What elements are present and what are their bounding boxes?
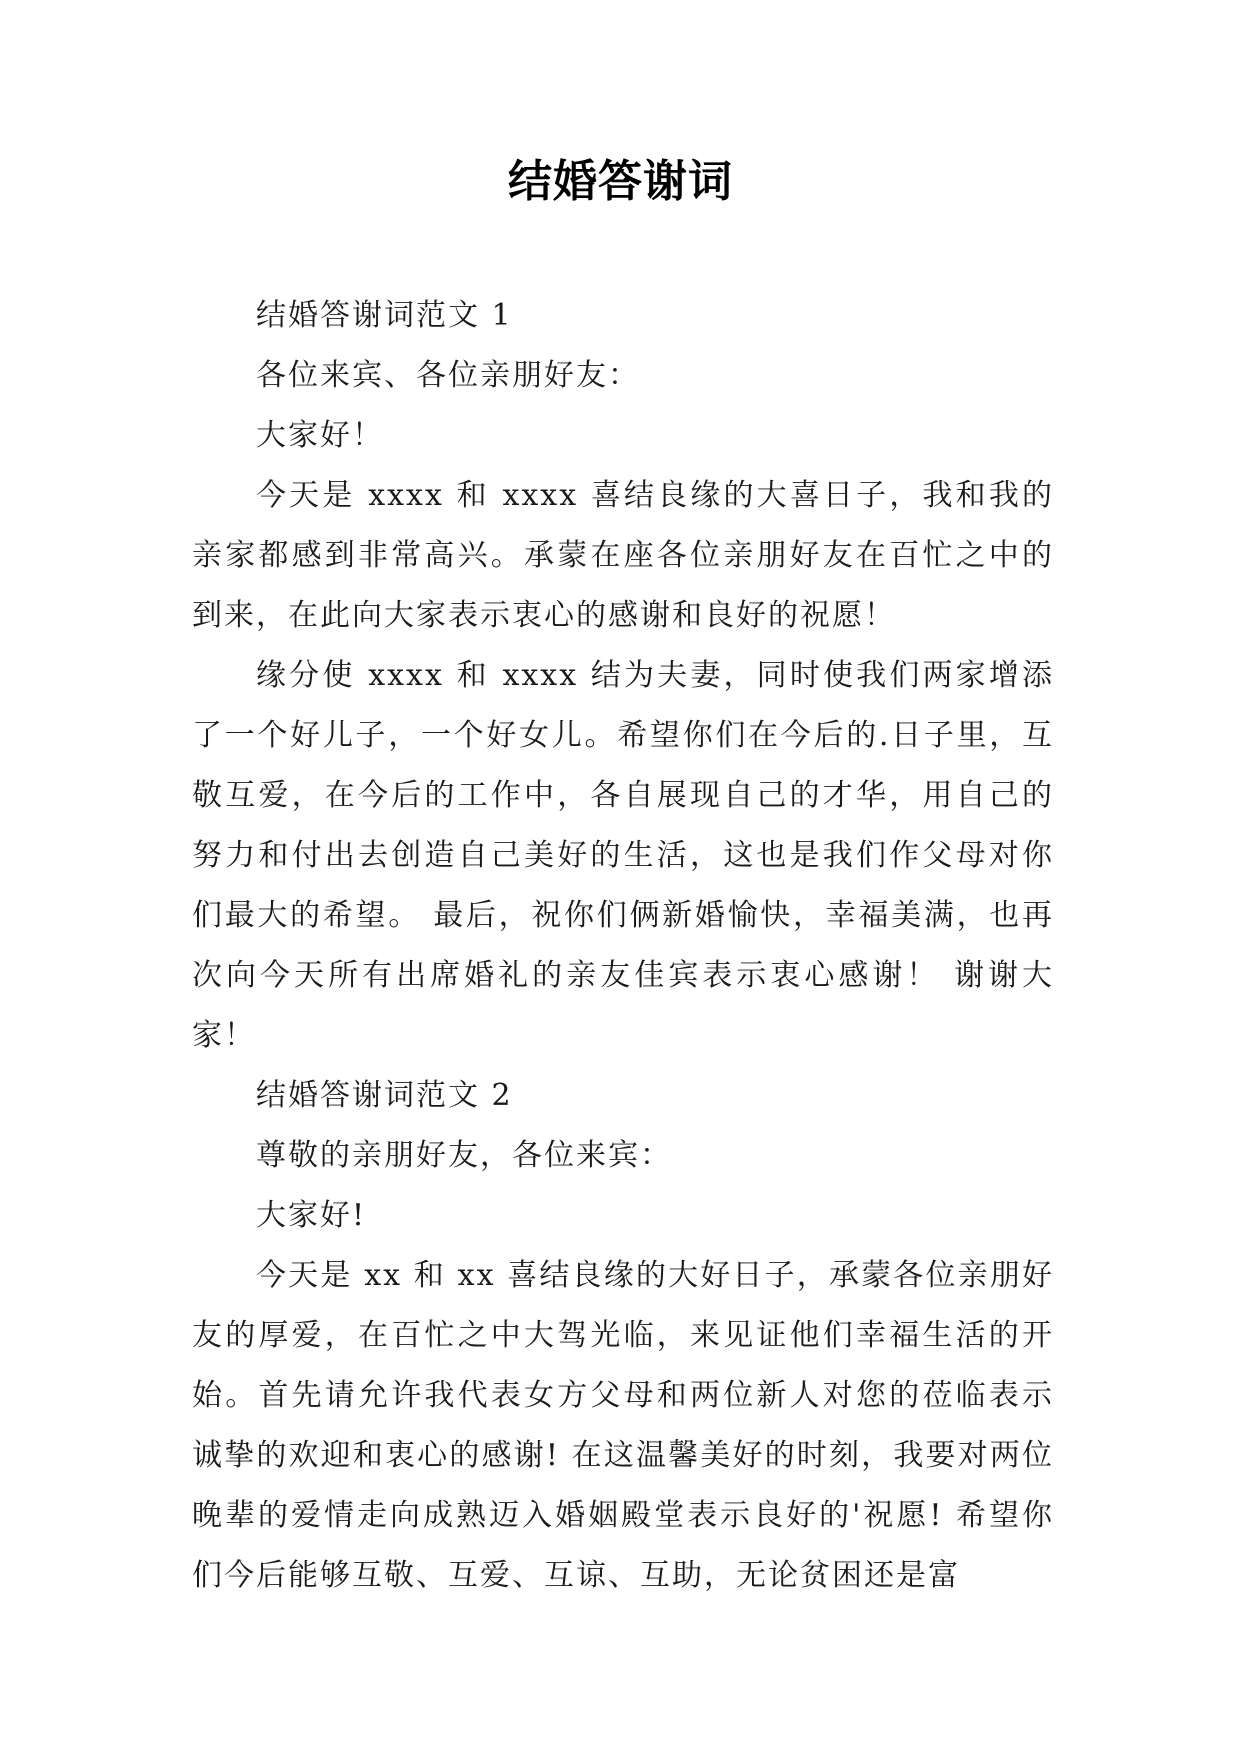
section-heading-2: 结婚答谢词范文 2 xyxy=(256,1078,513,1113)
greeting-2: 大家好! xyxy=(256,1198,367,1233)
greeting-1: 大家好！ xyxy=(256,418,384,453)
paragraph-3: 今天是 xx 和 xx 喜结良缘的大好日子，承蒙各位亲朋好友的厚爱，在百忙之中大驾光临，来见证他们幸福生活的开始。首先请允许我代表女方父母和两位新人对您的莅临表示诚挚的欢迎和衷心的感谢! 在这温馨美好的时刻，我要对两位晚辈的爱情走向成熟迈入婚姻殿堂表示良好的'祝愿! 希望你们今后能够互敬、互爱、互谅、互助，无论贫困还是富 xyxy=(192,1258,1054,1593)
salutation-2: 尊敬的亲朋好友，各位来宾： xyxy=(256,1138,672,1173)
salutation-1: 各位来宾、各位亲朋好友： xyxy=(256,358,640,393)
paragraph-2: 缘分使 xxxx 和 xxxx 结为夫妻，同时使我们两家增添了一个好儿子，一个好女儿。希望你们在今后的.日子里，互敬互爱，在今后的工作中，各自展现自己的才华，用自己的努力和付出去创造自己美好的生活，这也是我们作父母对你们最大的希望。 最后，祝你们俩新婚愉快，幸福美满，也再次向今天所有出席婚礼的亲友佳宾表示衷心感谢！ 谢谢大家！ xyxy=(192,658,1054,1053)
paragraph-1: 今天是 xxxx 和 xxxx 喜结良缘的大喜日子，我和我的亲家都感到非常高兴。承蒙在座各位亲朋好友在百忙之中的到来，在此向大家表示衷心的感谢和良好的祝愿！ xyxy=(192,478,1054,633)
document-body xyxy=(192,286,1054,1606)
document-title: 结婚答谢词 xyxy=(508,156,733,207)
section-heading-1: 结婚答谢词范文 1 xyxy=(256,298,513,333)
